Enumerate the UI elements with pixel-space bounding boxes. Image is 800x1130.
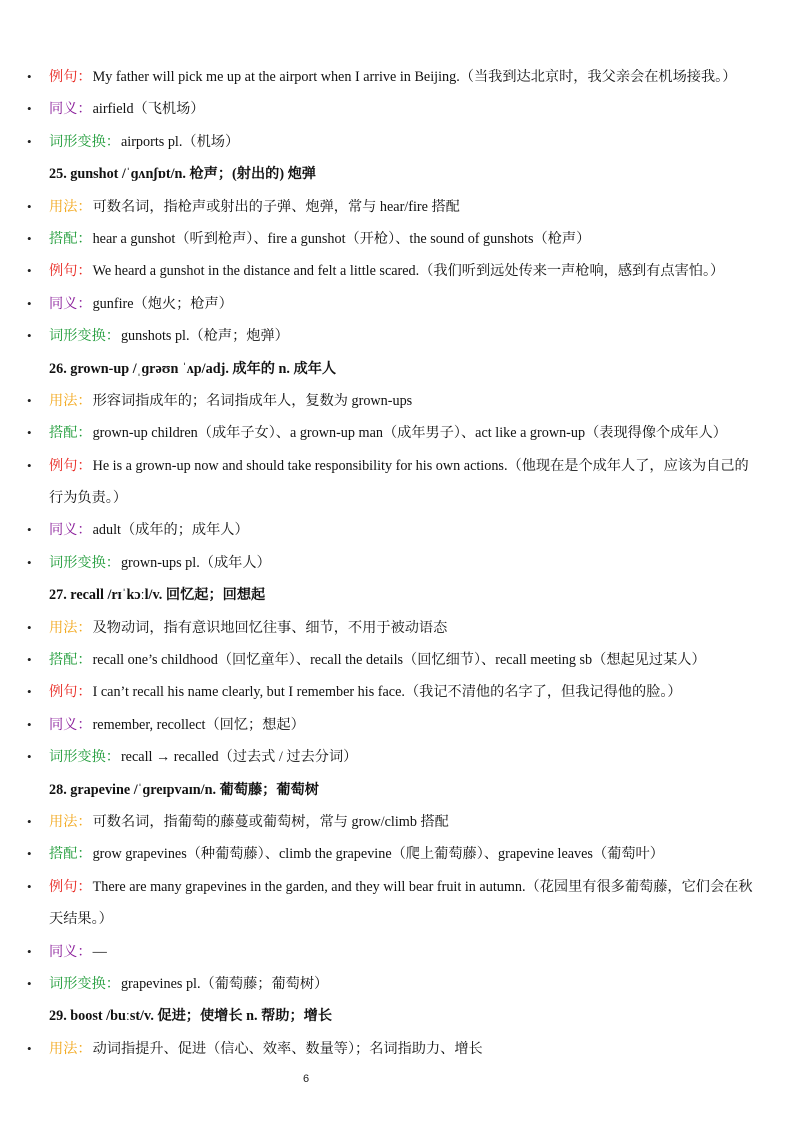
bullet-label: 搭配： [49,846,92,863]
bullet-text: gunfire（炮火；枪声） [92,295,233,312]
bullet-text: My father will pick me up at the airport when I arrive in Beijing.（当我到达北京时，我父亲会在机场接我。） [92,69,737,85]
bullet-label: 例句： [49,69,92,85]
bullet-text: gunshots pl.（枪声；炮弹） [120,328,289,345]
bullet-text: airfield（飞机场） [92,101,205,118]
bullet-label: 搭配： [49,652,92,669]
bullet-item [26,936,766,968]
bullet-item [26,968,766,1000]
bullet-label: 词形变换： [49,554,120,571]
bullet-item [26,385,766,417]
entry-heading: 28. grapevine /ˈɡreɪpvaɪn/n. 葡萄藤；葡萄树 [49,781,319,798]
bullet-text: remember, recollect（回忆；想起） [92,716,305,733]
bullet-label: 用法： [49,1040,92,1057]
bullet-label: 搭配： [49,425,92,442]
bullet-item [26,806,766,838]
continuation-line: 行为负责。） [49,490,128,507]
bullet-item [26,1033,766,1065]
entry-heading: 25. gunshot /ˈɡʌnʃɒt/n. 枪声；(射出的) 炮弹 [49,166,316,183]
bullet-text: airports pl.（机场） [120,133,240,150]
bullet-text: 及物动词，指有意识地回忆往事、细节，不用于被动语态 [92,619,448,636]
entry-heading: 27. recall /rɪˈkɔːl/v. 回忆起；回想起 [49,587,266,604]
bullet-item [26,223,766,255]
bullet-label: 用法： [49,392,92,409]
page-number: 6 [302,1073,310,1085]
bullet-text: grown-ups pl.（成年人） [120,554,271,571]
vocabulary-list [26,61,766,1065]
bullet-text: — [92,943,107,960]
bullet-text: 形容词指成年的；名词指成年人，复数为 grown-ups [92,392,413,409]
bullet-item [26,255,766,287]
bullet-text: I can’t recall his name clearly, but I remember his face.（我记不清他的名字了，但我记得他的脸。） [92,684,682,701]
bullet-label: 词形变换： [49,328,120,345]
bullet-item [26,709,766,741]
bullet-item [26,61,766,93]
bullet-item [26,612,766,644]
bullet-text: 可数名词，指枪声或射出的子弹、炮弹，常与 hear/fire 搭配 [92,198,460,215]
bullet-text: He is a grown-up now and should take responsibility for his own actions.（他现在是个成年人了，应该为自己的 [92,457,749,474]
bullet-text: We heard a gunshot in the distance and felt a little scared.（我们听到远处传来一声枪响，感到有点害怕。） [92,263,725,280]
bullet-label: 词形变换： [49,133,120,150]
bullet-label: 词形变换： [49,975,120,992]
bullet-item [26,644,766,676]
bullet-label: 例句： [49,263,92,280]
bullet-label: 同义： [49,522,92,539]
bullet-label: 用法： [49,619,92,636]
entry-heading: 29. boost /buːst/v. 促进；使增长 n. 帮助；增长 [49,1008,333,1025]
bullet-item [26,450,766,482]
bullet-label: 同义： [49,943,92,960]
bullet-item [26,320,766,352]
bullet-item [26,417,766,449]
bullet-label: 例句： [49,457,92,474]
bullet-item [26,871,766,903]
entry-heading: 26. grown-up /ˌɡrəʊn ˈʌp/adj. 成年的 n. 成年人 [49,360,337,377]
bullet-label: 同义： [49,295,92,312]
bullet-text: 可数名词，指葡萄的藤蔓或葡萄树，常与 grow/climb 搭配 [92,813,449,830]
bullet-text: 动词指提升、促进（信心、效率、数量等）；名词指助力、增长 [92,1040,483,1057]
bullet-text: grown-up children（成年子女）、a grown-up man（成年男子）、act like a grown-up（表现得像个成年人） [92,425,727,442]
bullet-item [26,93,766,125]
bullet-text: recall → recalled（过去式 / 过去分词） [120,749,358,766]
bullet-text: grow grapevines（种葡萄藤）、climb the grapevine（爬上葡萄藤）、grapevine leaves（葡萄叶） [92,846,664,863]
bullet-item [26,547,766,579]
bullet-text: There are many grapevines in the garden, and they will bear fruit in autumn.（花园里有很多葡萄藤，它们会在秋 [92,878,753,895]
bullet-text: adult（成年的；成年人） [92,522,249,539]
bullet-label: 用法： [49,813,92,830]
bullet-item [26,191,766,223]
bullet-label: 例句： [49,684,92,701]
bullet-item [26,514,766,546]
bullet-label: 同义： [49,716,92,733]
bullet-label: 搭配： [49,230,92,247]
bullet-item [26,676,766,708]
bullet-label: 同义： [49,101,92,118]
bullet-item [26,838,766,870]
bullet-text: grapevines pl.（葡萄藤；葡萄树） [120,975,329,992]
continuation-line: 天结果。） [49,911,113,928]
bullet-item [26,288,766,320]
bullet-label: 例句： [49,878,92,895]
bullet-text: recall one’s childhood（回忆童年）、recall the details（回忆细节）、recall meeting sb（想起见过某人） [92,652,706,669]
bullet-item [26,741,766,773]
bullet-label: 用法： [49,198,92,215]
bullet-text: hear a gunshot（听到枪声）、fire a gunshot（开枪）、the sound of gunshots（枪声） [92,230,591,247]
bullet-item [26,126,766,158]
bullet-label: 词形变换： [49,749,120,766]
